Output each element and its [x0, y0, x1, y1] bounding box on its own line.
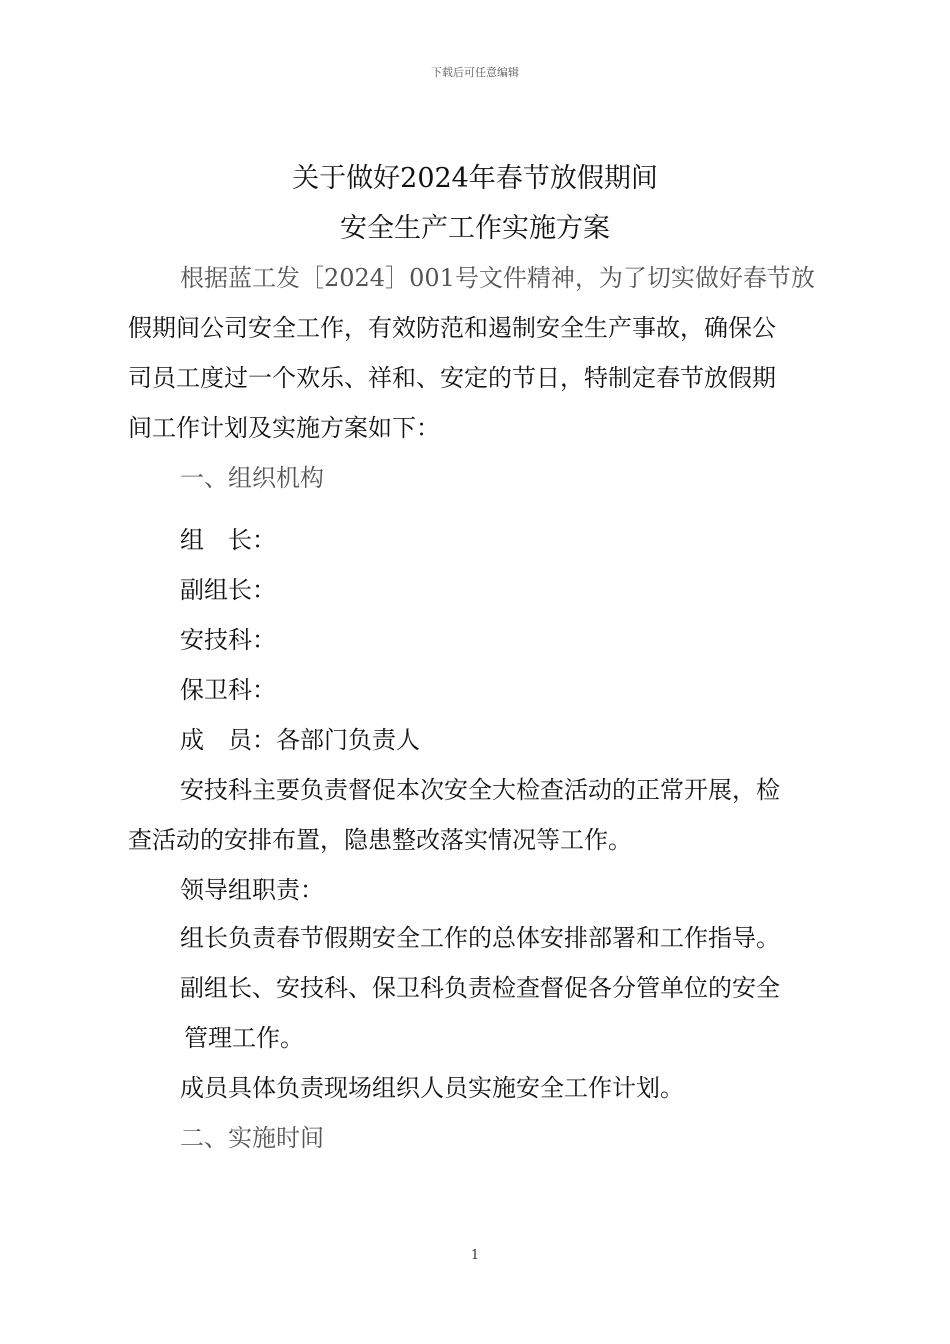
document-title-line-1: 关于做好2024年春节放假期间: [292, 163, 658, 194]
intro-line-2: 假期间公司安全工作，有效防范和遏制安全生产事故，确保公: [128, 314, 776, 342]
intro-line-1: 根据蓝工发［2024］001号文件精神，为了切实做好春节放: [180, 264, 815, 292]
page-number: 1: [470, 1248, 480, 1263]
org-members: 成 员：各部门负责人: [180, 726, 420, 754]
duty-deputy-line-2: 管理工作。: [184, 1024, 304, 1052]
safety-duty-line-1: 安技科主要负责督促本次安全大检查活动的正常开展，检: [180, 776, 780, 804]
intro-line-3: 司员工度过一个欢乐、祥和、安定的节日，特制定春节放假期: [128, 364, 776, 392]
org-deputy-leader: 副组长：: [180, 576, 276, 604]
section-heading-implementation-time: 二、实施时间: [180, 1124, 324, 1152]
page-header-note: 下载后可任意编辑: [431, 66, 519, 79]
org-security-dept: 保卫科：: [180, 676, 276, 704]
intro-line-4: 间工作计划及实施方案如下：: [128, 414, 440, 442]
duty-leader: 组长负责春节假期安全工作的总体安排部署和工作指导。: [180, 924, 780, 952]
leadership-duties-heading: 领导组职责：: [180, 876, 324, 904]
document-title-line-2: 安全生产工作实施方案: [340, 213, 610, 244]
safety-duty-line-2: 查活动的安排布置，隐患整改落实情况等工作。: [128, 826, 632, 854]
org-safety-tech-dept: 安技科：: [180, 626, 276, 654]
org-leader: 组 长：: [180, 526, 276, 554]
duty-deputy-line-1: 副组长、安技科、保卫科负责检查督促各分管单位的安全: [180, 974, 780, 1002]
duty-members: 成员具体负责现场组织人员实施安全工作计划。: [180, 1074, 684, 1102]
section-heading-organization: 一、组织机构: [180, 464, 324, 492]
